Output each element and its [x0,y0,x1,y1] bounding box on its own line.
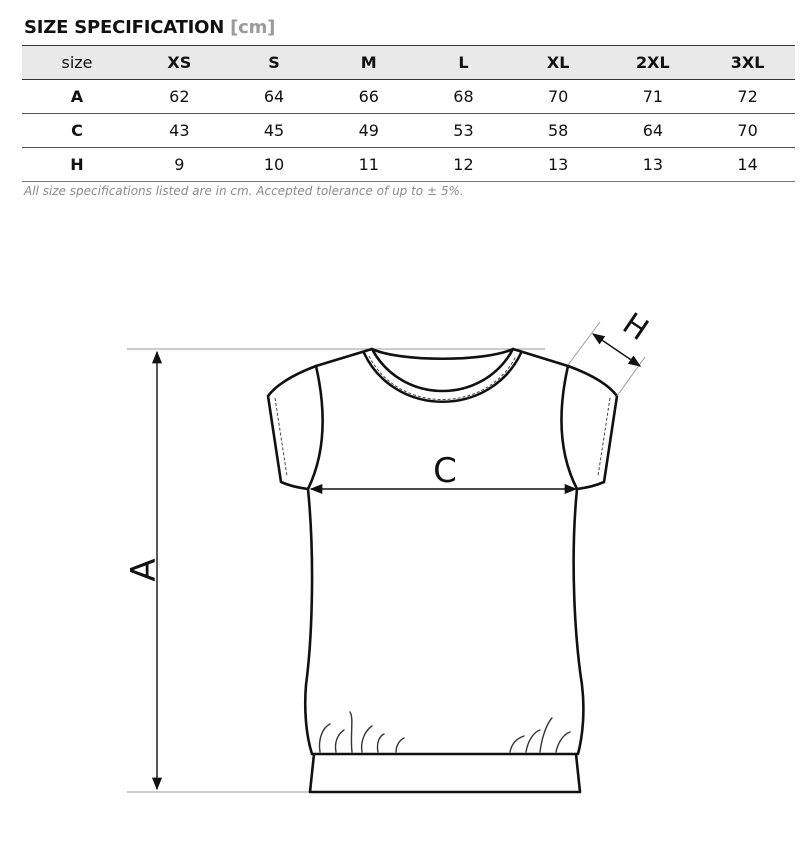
table-cell: 10 [227,148,322,182]
table-cell: 49 [321,114,416,148]
column-header: XS [132,46,227,80]
row-label: H [22,148,132,182]
column-header-size: size [22,46,132,80]
column-header: M [321,46,416,80]
table-cell: 9 [132,148,227,182]
title-text: SIZE SPECIFICATION [24,17,225,38]
row-label: A [22,80,132,114]
table-cell: 13 [606,148,701,182]
sleeve-label: H [616,306,655,348]
title-unit: [cm] [230,17,276,38]
table-cell: 66 [321,80,416,114]
sleeve-reference-line-1 [568,322,600,365]
table-cell: 11 [321,148,416,182]
length-label: A [124,558,164,582]
column-header: 2XL [606,46,701,80]
table-cell: 43 [132,114,227,148]
tolerance-note: All size specifications listed are in cm. Accepted tolerance of up to ± 5%. [24,184,464,198]
table-cell: 68 [416,80,511,114]
table-cell: 62 [132,80,227,114]
table-cell: 71 [606,80,701,114]
table-cell: 53 [416,114,511,148]
tshirt-outline [268,349,617,792]
hem-gathers [319,712,570,752]
column-header: XL [511,46,606,80]
sleeve-reference-line-2 [617,357,645,396]
table-cell: 72 [700,80,795,114]
table-cell: 70 [511,80,606,114]
row-label: C [22,114,132,148]
table-cell: 13 [511,148,606,182]
table-cell: 70 [700,114,795,148]
column-header: L [416,46,511,80]
table-cell: 64 [606,114,701,148]
table-cell: 12 [416,148,511,182]
table-cell: 64 [227,80,322,114]
table-cell: 45 [227,114,322,148]
chest-label: C [433,451,457,491]
table-cell: 58 [511,114,606,148]
column-header: S [227,46,322,80]
column-header: 3XL [700,46,795,80]
table-cell: 14 [700,148,795,182]
